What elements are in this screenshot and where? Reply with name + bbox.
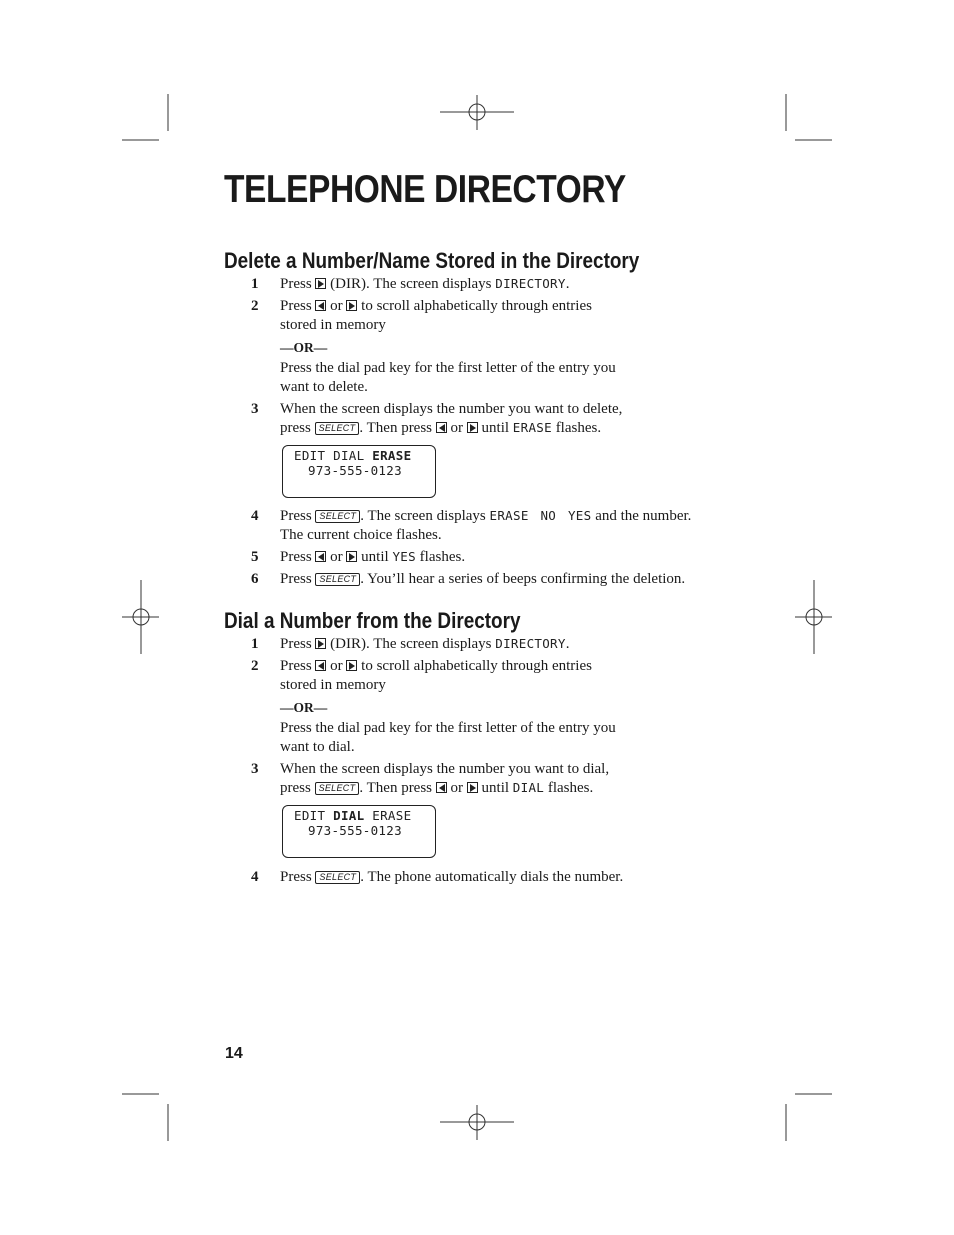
step-word: Press (280, 869, 312, 885)
step-number: 1 (251, 636, 259, 652)
lcd-row-options (294, 448, 411, 463)
step-word: to scroll alphabetically through entries (361, 658, 592, 674)
lcd-text: YES (392, 549, 416, 564)
lcd-option-edit: EDIT (294, 808, 326, 823)
step-word: (DIR). The screen displays (330, 276, 492, 292)
section-heading-delete: Delete a Number/Name Stored in the Directory (224, 248, 640, 273)
left-arrow-key-icon (436, 422, 447, 433)
left-arrow-key-icon (436, 782, 447, 793)
page-number: 14 (225, 1045, 243, 1062)
step-text: The current choice flashes. (280, 527, 442, 543)
step-word: or (450, 780, 464, 796)
step-word: to scroll alphabetically through entries (361, 298, 592, 314)
page-title: TELEPHONE DIRECTORY (224, 168, 626, 211)
step-word: or (330, 549, 343, 565)
right-arrow-key-icon (315, 278, 326, 289)
right-arrow-key-icon (315, 638, 326, 649)
step-text (280, 571, 685, 588)
step-text: want to delete. (280, 379, 368, 395)
step-text (280, 298, 592, 315)
step-number: 4 (251, 508, 259, 524)
lcd-text: ERASE NO YES (489, 508, 592, 523)
section-heading-dial: Dial a Number from the Directory (224, 608, 521, 633)
lcd-screen-illustration (282, 805, 436, 858)
lcd-text: ERASE (512, 420, 552, 435)
step-number: 4 (251, 869, 259, 885)
step-text: When the screen displays the number you want to dial, (280, 761, 610, 777)
step-word: or (330, 658, 343, 674)
step-word: Press (280, 298, 312, 314)
step-number: 2 (251, 298, 259, 314)
step-word: and the number. (595, 508, 692, 524)
left-arrow-key-icon (315, 660, 326, 671)
lcd-text: DIRECTORY (495, 276, 566, 291)
step-number: 1 (251, 276, 259, 292)
right-arrow-key-icon (346, 660, 357, 671)
step-number: 5 (251, 549, 259, 565)
step-word: Press (280, 636, 312, 652)
step-text: stored in memory (280, 317, 386, 333)
step-word: Press (280, 658, 312, 674)
step-word: press (280, 420, 311, 436)
step-text (280, 869, 623, 886)
registration-mark-bottom (440, 1105, 514, 1140)
step-number: 3 (251, 401, 259, 417)
step-word: flashes. (547, 780, 594, 796)
step-number: 3 (251, 761, 259, 777)
step-text (280, 508, 691, 525)
lcd-option-erase: ERASE (372, 448, 412, 463)
left-arrow-key-icon (315, 551, 326, 562)
step-word: Press (280, 571, 312, 587)
select-key-icon: SELECT (315, 573, 360, 586)
step-text (280, 276, 569, 293)
lcd-option-dial: DIAL (333, 808, 365, 823)
step-text: want to dial. (280, 739, 355, 755)
right-arrow-key-icon (346, 300, 357, 311)
lcd-option-dial: DIAL (333, 448, 365, 463)
select-key-icon: SELECT (315, 782, 360, 795)
step-text (280, 636, 569, 653)
lcd-row-number: 973-555-0123 (308, 463, 402, 478)
lcd-text: DIAL (512, 780, 545, 795)
lcd-screen-illustration (282, 445, 436, 498)
step-word: Press (280, 508, 312, 524)
step-word: until (481, 420, 510, 436)
step-number: 6 (251, 571, 259, 587)
step-word: or (330, 298, 343, 314)
step-word: press (280, 780, 311, 796)
step-text: stored in memory (280, 677, 386, 693)
step-text: Press the dial pad key for the first letter of the entry you (280, 360, 616, 376)
step-text: When the screen displays the number you want to delete, (280, 401, 623, 417)
step-text: Press the dial pad key for the first letter of the entry you (280, 720, 616, 736)
step-word: or (450, 420, 464, 436)
select-key-icon: SELECT (315, 871, 360, 884)
select-key-icon: SELECT (315, 422, 360, 435)
step-word: . The screen displays (360, 508, 486, 524)
step-word: Press (280, 276, 312, 292)
step-word: until (361, 549, 389, 565)
step-word: (DIR). The screen displays (330, 636, 492, 652)
step-word: . You’ll hear a series of beeps confirming the deletion. (360, 571, 686, 587)
lcd-option-erase: ERASE (372, 808, 412, 823)
step-word: . (565, 276, 570, 292)
lcd-row-number: 973-555-0123 (308, 823, 402, 838)
step-word: . The phone automatically dials the number. (360, 869, 624, 885)
step-word: . (565, 636, 570, 652)
right-arrow-key-icon (346, 551, 357, 562)
registration-mark-top (440, 95, 514, 130)
step-word: flashes. (419, 549, 466, 565)
step-word: flashes. (555, 420, 602, 436)
lcd-row-options (294, 808, 411, 823)
step-text (280, 658, 592, 675)
step-word: . Then press (359, 780, 433, 796)
step-word: until (481, 780, 510, 796)
step-word: . Then press (359, 420, 433, 436)
left-arrow-key-icon (315, 300, 326, 311)
step-text (280, 549, 465, 566)
registration-mark-right (795, 580, 832, 654)
or-separator: —OR— (280, 700, 328, 715)
step-text (280, 780, 593, 797)
select-key-icon: SELECT (315, 510, 360, 523)
registration-mark-left (122, 580, 159, 654)
right-arrow-key-icon (467, 422, 478, 433)
right-arrow-key-icon (467, 782, 478, 793)
step-number: 2 (251, 658, 259, 674)
step-word: Press (280, 549, 312, 565)
or-separator: —OR— (280, 340, 328, 355)
step-text (280, 420, 601, 437)
lcd-text: DIRECTORY (495, 636, 566, 651)
lcd-option-edit: EDIT (294, 448, 326, 463)
